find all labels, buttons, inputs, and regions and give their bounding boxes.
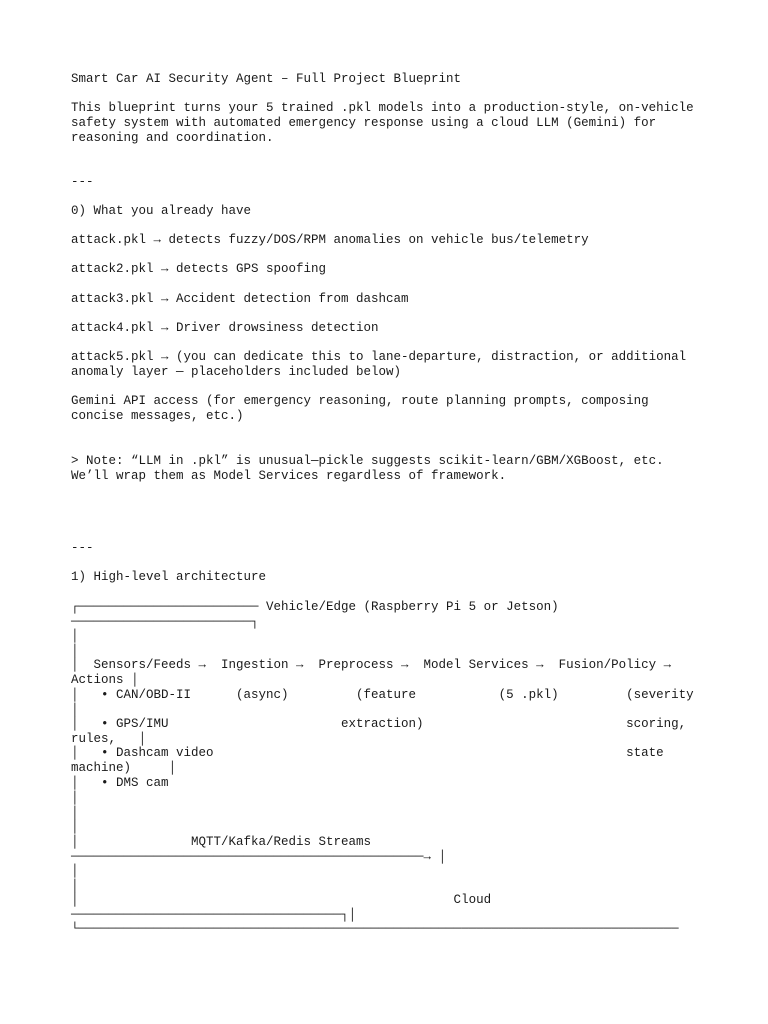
diagram-line: ───────────────────────────────────────────────→ │ <box>71 850 447 864</box>
list-item-attack4-pkl: attack4.pkl → Driver drowsiness detection <box>71 321 379 335</box>
list-item-attack3-pkl: attack3.pkl → Accident detection from dashcam <box>71 292 409 306</box>
diagram-line: │ • GPS/IMU extraction) scoring, <box>71 717 687 731</box>
diagram-line: │ <box>71 629 79 643</box>
diagram-line: │ <box>71 644 79 658</box>
diagram-line: │ • CAN/OBD-II (async) (feature (5 .pkl) (severity <box>71 688 694 702</box>
diagram-line: │ <box>71 820 79 834</box>
diagram-line: machine) │ <box>71 761 177 775</box>
diagram-line: │ <box>71 791 79 805</box>
diagram-line: │ MQTT/Kafka/Redis Streams <box>71 835 372 849</box>
diagram-line: └──────────────────────────────────────────────────────────────────────────────── <box>71 922 679 936</box>
diagram-line: │ • Dashcam video state <box>71 746 664 760</box>
intro-line: safety system with automated emergency response using a cloud LLM (Gemini) for <box>71 116 657 130</box>
diagram-line: ┌──────────────────────── Vehicle/Edge (Raspberry Pi 5 or Jetson) <box>71 600 559 614</box>
list-item-attack-pkl: attack.pkl → detects fuzzy/DOS/RPM anomalies on vehicle bus/telemetry <box>71 233 589 247</box>
diagram-line: Actions │ <box>71 673 139 687</box>
document-title: Smart Car AI Security Agent – Full Project Blueprint <box>71 72 462 86</box>
separator: --- <box>71 541 94 555</box>
diagram-line: ────────────────────────┐ <box>71 615 259 629</box>
diagram-line: │ <box>71 879 79 893</box>
note-line: We’ll wrap them as Model Services regardless of framework. <box>71 469 507 483</box>
diagram-line: │ <box>71 864 79 878</box>
list-item-attack2-pkl: attack2.pkl → detects GPS spoofing <box>71 262 327 276</box>
section-1-heading: 1) High-level architecture <box>71 570 267 584</box>
list-item-gemini: Gemini API access (for emergency reasoning, route planning prompts, composing <box>71 394 649 408</box>
note-line: > Note: “LLM in .pkl” is unusual—pickle suggests scikit-learn/GBM/XGBoost, etc. <box>71 454 664 468</box>
section-0-heading: 0) What you already have <box>71 204 252 218</box>
list-item-attack5-pkl-cont: anomaly layer — placeholders included below) <box>71 365 402 379</box>
diagram-line: rules, │ <box>71 732 147 746</box>
separator: --- <box>71 175 94 189</box>
diagram-line: │ • DMS cam <box>71 776 169 790</box>
list-item-attack5-pkl: attack5.pkl → (you can dedicate this to lane-departure, distraction, or additional <box>71 350 687 364</box>
diagram-line: │ Sensors/Feeds → Ingestion → Preprocess → Model Services → Fusion/Policy → <box>71 658 672 672</box>
diagram-line: ────────────────────────────────────┐│ <box>71 908 357 922</box>
intro-line: This blueprint turns your 5 trained .pkl models into a production-style, on-vehicle <box>71 101 694 115</box>
diagram-line: │ <box>71 703 79 717</box>
intro-line: reasoning and coordination. <box>71 131 274 145</box>
diagram-line: │ Cloud <box>71 893 492 907</box>
list-item-gemini-cont: concise messages, etc.) <box>71 409 244 423</box>
diagram-line: │ <box>71 806 79 820</box>
